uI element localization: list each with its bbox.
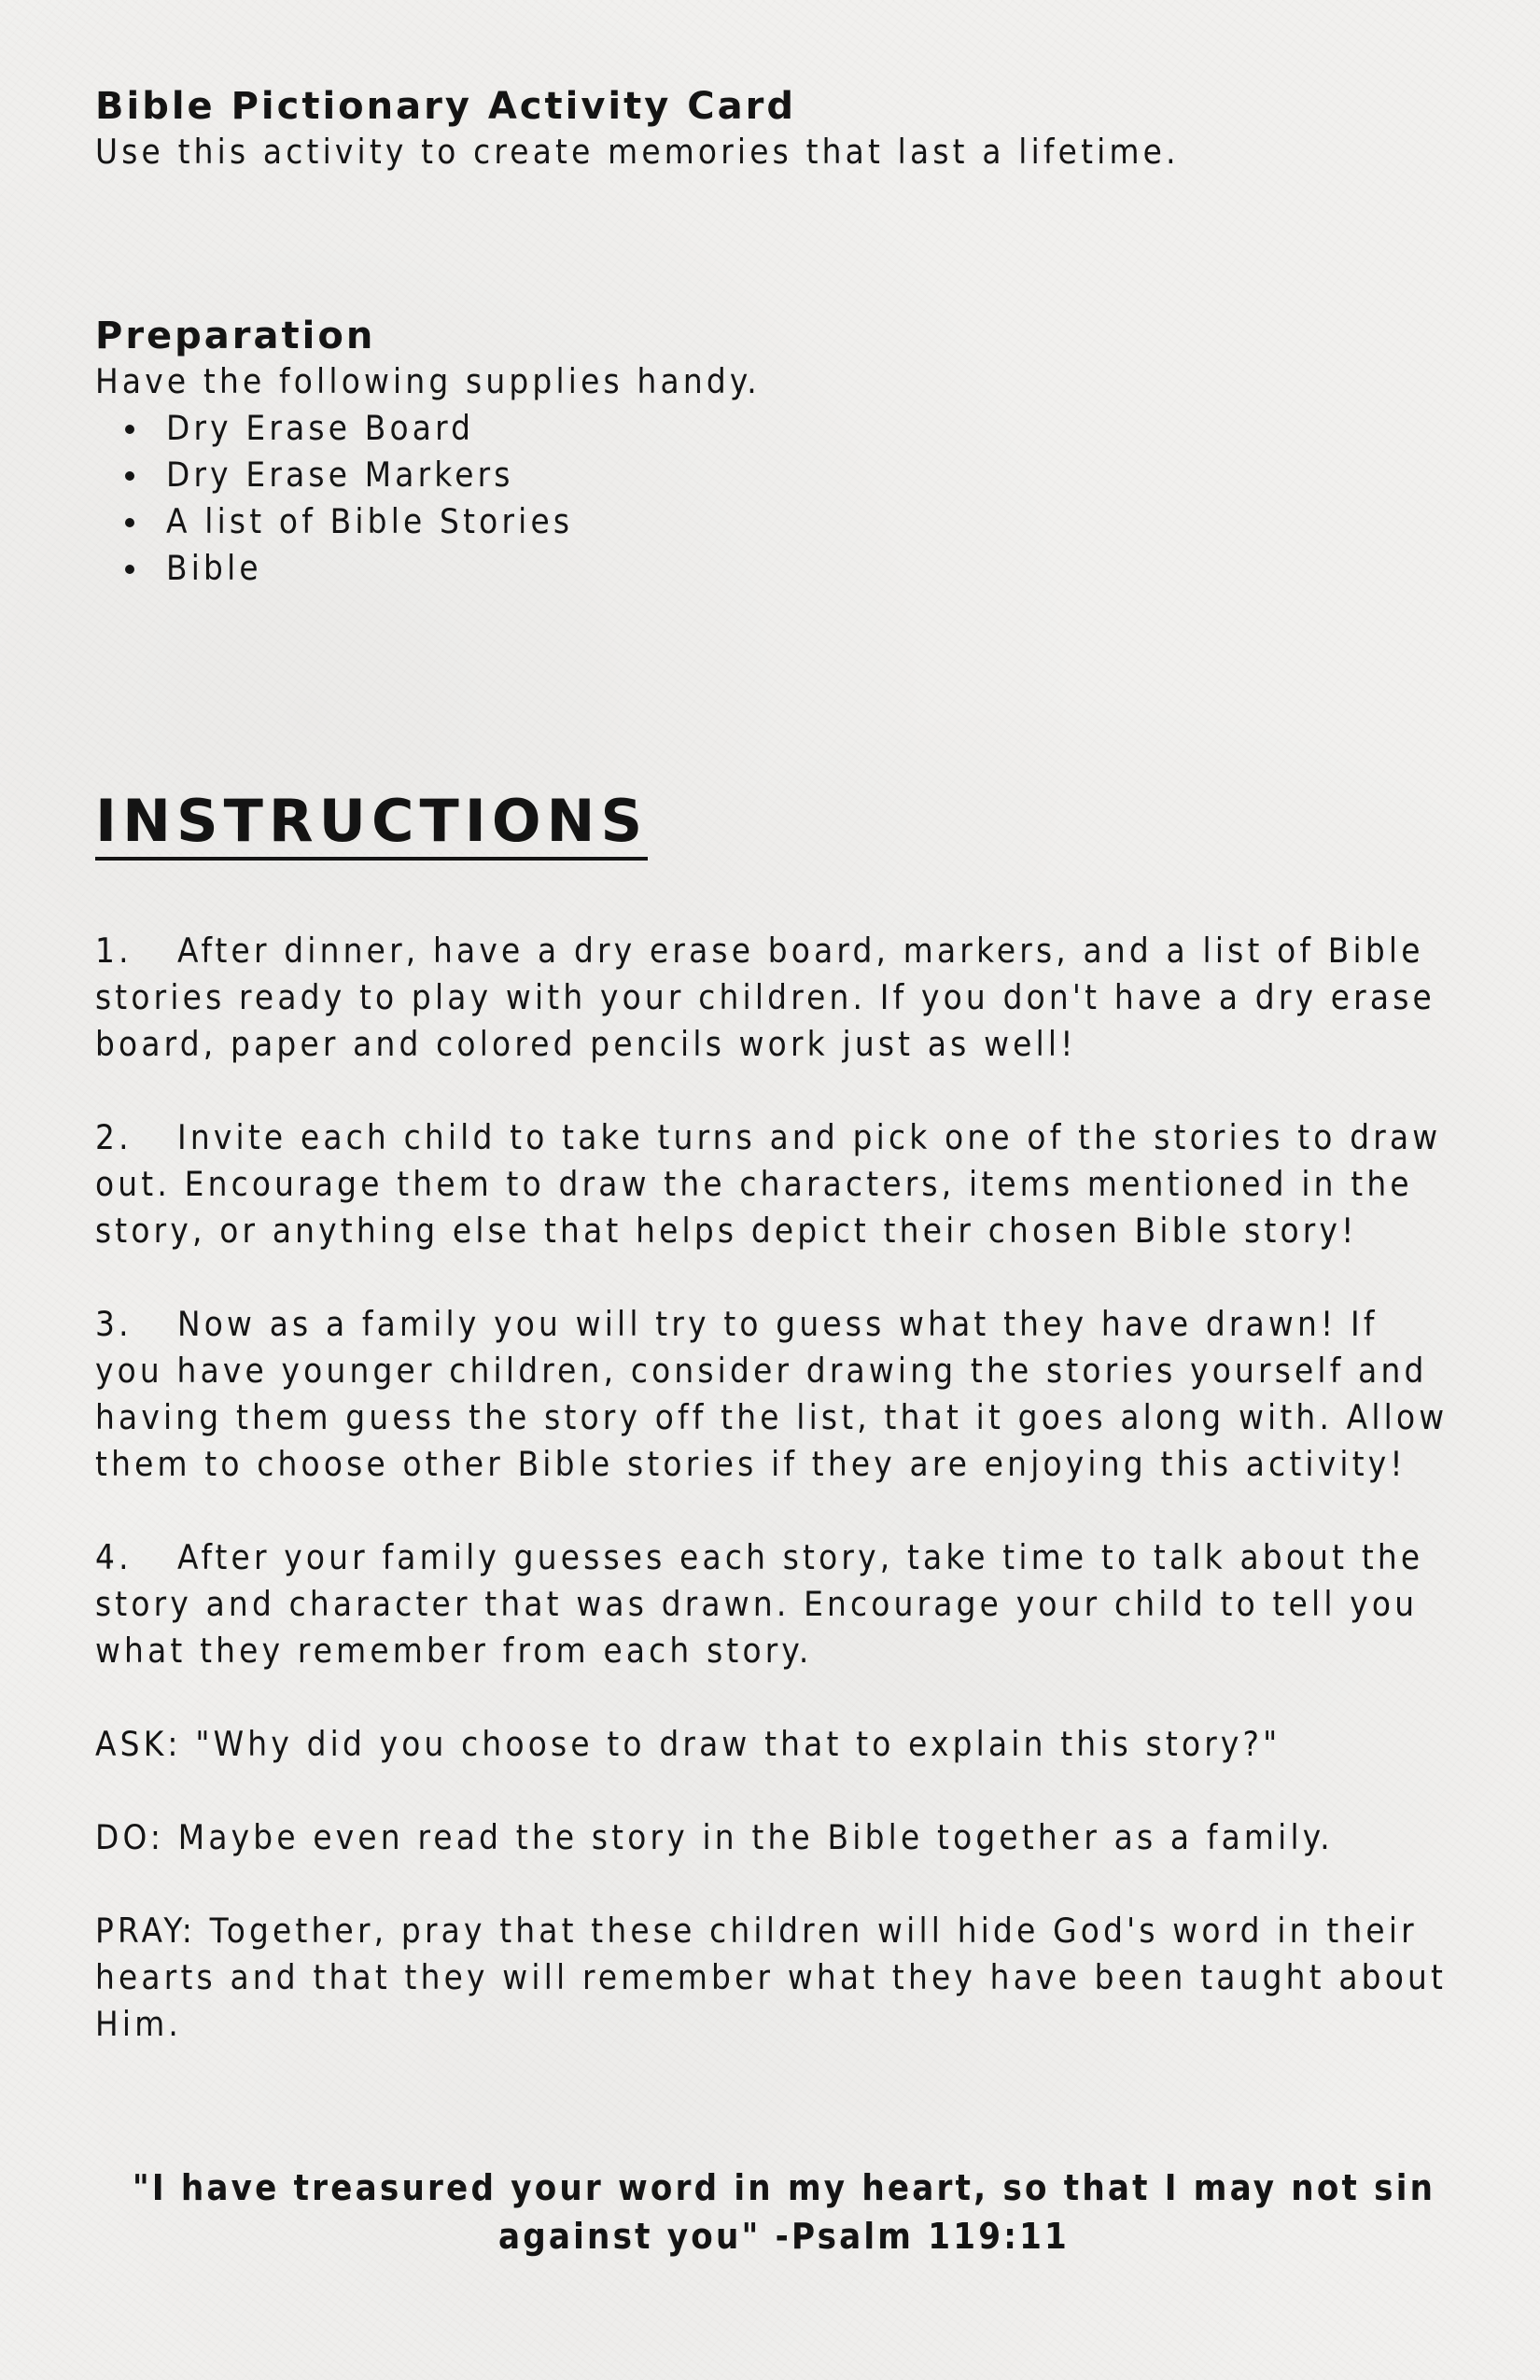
instruction-step — [95, 1534, 1458, 1674]
supplies-list — [95, 405, 1458, 592]
step-text: Invite each child to take turns and pick one of the stories to draw out. Encourage them to draw the characters, items mentioned in the story, or anything else that helps depict their chosen Bible story! — [95, 1117, 1442, 1251]
step-text: After dinner, have a dry erase board, markers, and a list of Bible stories ready to play with your children. If you don't have a dry erase board, paper and colored pencils work just as well! — [95, 931, 1435, 1064]
card-title: Bible Pictionary Activity Card — [95, 85, 796, 128]
step-number: 4. — [95, 1537, 133, 1577]
instructions-steps — [95, 928, 1458, 2048]
step-number: 3. — [95, 1304, 133, 1344]
instruction-step — [95, 1301, 1458, 1488]
step-number: 2. — [95, 1117, 133, 1157]
supply-item: A list of Bible Stories — [125, 498, 1458, 545]
step-text: After your family guesses each story, take time to talk about the story and character that was drawn. Encourage your child to tell you what they remember from each story. — [95, 1537, 1424, 1671]
preparation-intro: Have the following supplies handy. — [95, 361, 761, 401]
supply-item: Bible — [125, 545, 1458, 592]
ask-note: ASK: "Why did you choose to draw that to explain this story?" — [95, 1724, 1281, 1764]
activity-card — [95, 84, 1458, 2094]
pray-note: PRAY: Together, pray that these children will hide God's word in their hearts and that they will remember what they have been taught about Him. — [95, 1911, 1448, 2044]
instruction-step — [95, 928, 1458, 1068]
card-subtitle: Use this activity to create memories that last a lifetime. — [95, 132, 1180, 172]
instruction-step — [95, 1114, 1458, 1254]
do-note: DO: Maybe even read the story in the Bible together as a family. — [95, 1817, 1334, 1857]
instructions-heading: INSTRUCTIONS — [95, 786, 648, 861]
scripture-quote: "I have treasured your word in my heart, so that I may not sin against you" -Psalm 119:11 — [132, 2167, 1436, 2257]
step-number: 1. — [95, 931, 133, 971]
preparation-heading: Preparation — [95, 315, 376, 357]
step-text: Now as a family you will try to guess what they have drawn! If you have younger children, consider drawing the stories yourself and having them guess the story off the list, that it goes along with. Allow them to choose other Bible stories if they are enjoying this activity! — [95, 1304, 1449, 1484]
supply-item: Dry Erase Markers — [125, 452, 1458, 498]
supply-item: Dry Erase Board — [125, 405, 1458, 452]
